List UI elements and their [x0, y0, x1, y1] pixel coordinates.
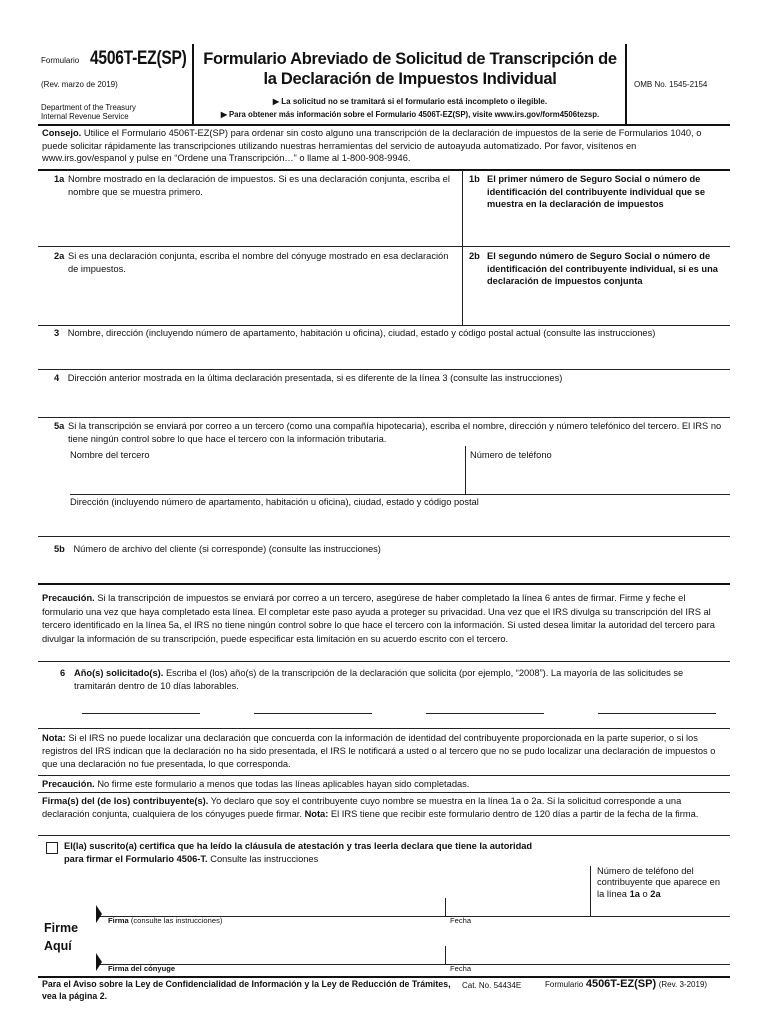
- line-number: 1a: [54, 174, 65, 184]
- taxpayer-signature-date-field[interactable]: [448, 894, 588, 926]
- form-title-line-1: Formulario Abreviado de Solicitud de Transcripción de: [203, 50, 617, 68]
- year-field-2[interactable]: [254, 713, 372, 714]
- consejo-text: Utilice el Formulario 4506T-EZ(SP) para ordenar sin costo alguno una transcripción de la declaración de impuestos de la serie de Formularios 1040, o puede solicitar rápidamente las transcripciones utilizando nuestras herramientas del servicio de autoayuda automatizado. Por favor, visítenos en www.irs.gov/espanol y pulse en “Ordene una Transcripción…” o llame al 1-800-908-9946.: [42, 128, 702, 164]
- third-party-name-label: Nombre del tercero: [70, 450, 150, 460]
- spouse-signature-field[interactable]: [106, 942, 442, 974]
- arrow-right-icon: ▶: [220, 110, 227, 119]
- line-1b-label: El primer número de Seguro Social o número de identificación del contribuyente individual que se muestra en la declaración de impuestos: [487, 174, 705, 210]
- authority-certification-label: El(la) suscrito(a) certifica que ha leído la cláusula de atestación y tras leerla declara que tiene la autoridad para firmar el Formulario 4506-T. Consulte las instrucciones: [64, 841, 533, 865]
- line-2a-spouse-name-field[interactable]: [40, 248, 460, 324]
- taxpayer-phone-field[interactable]: Número de teléfono del contribuyente que aparece en la línea 1a o 2a: [597, 866, 721, 899]
- signature-note: (consulte las instrucciones): [130, 916, 223, 925]
- line-3-current-address-field[interactable]: [40, 326, 728, 368]
- date-label: Fecha: [450, 916, 472, 925]
- taxpayer-signature-field[interactable]: [106, 894, 442, 926]
- year-field-1[interactable]: [82, 713, 200, 714]
- line-2b-label: El segundo número de Seguro Social o número de identificación del contribuyente individual, si es una declaración de impuestos conjunta: [487, 251, 718, 287]
- signature-arrow-icon: [96, 953, 102, 971]
- caution-paragraph-third-party: [42, 592, 724, 646]
- footer-form-id: Formulario 4506T-EZ(SP) (Rev. 3-2019): [545, 978, 708, 990]
- caution-label: Precaución.: [42, 779, 95, 789]
- line-number: 6: [60, 668, 66, 678]
- catalog-number: Cat. No. 54434E: [462, 981, 522, 990]
- third-party-name-field[interactable]: [70, 448, 462, 492]
- department-line-1: Department of the Treasury: [41, 103, 136, 112]
- line-1a-label: Nombre mostrado en la declaración de impuestos. Si es una declaración conjunta, escriba el nombre que se muestra primero.: [68, 174, 450, 197]
- line-5b-label: Número de archivo del cliente (si corresponde) (consulte las instrucciones): [73, 544, 381, 554]
- line-2a-label: Si es una declaración conjunta, escriba el nombre del cónyuge mostrado en esa declaración de impuestos.: [68, 251, 449, 274]
- third-party-address-label: Dirección (incluyendo número de apartamento, habitación u oficina), ciudad, estado y código postal: [70, 497, 479, 507]
- line-1b-ssn-field[interactable]: [465, 171, 727, 245]
- revision-date: (Rev. marzo de 2019): [41, 80, 118, 89]
- signatures-paragraph: [42, 795, 724, 821]
- line-1a-name-field[interactable]: [40, 171, 460, 245]
- line-5a-instructions: [54, 420, 724, 445]
- caution-paragraph-signing: [42, 778, 724, 791]
- instruction-note-1: ▶ La solicitud no se tramitará si el formulario está incompleto o ilegible.: [272, 97, 548, 106]
- line-number: 3: [54, 328, 60, 338]
- authority-certification-checkbox[interactable]: [46, 842, 58, 854]
- signature-label: Firma: [108, 916, 129, 925]
- caution-label: Precaución.: [42, 593, 95, 603]
- consejo-paragraph: [42, 127, 722, 165]
- caution-text: Si la transcripción de impuestos se enviará por correo a un tercero, asegúrese de haber completado la línea 6 antes de firmar. Firme y feche el formulario una vez que haya completado esta línea. El completar este paso ayuda a proteger su privacidad. Una vez que el IRS divulga su transcripción del IRS al tercero identificado en la línea 5a, el IRS no tiene ningún control sobre lo que hace el tercero con la información. Si usted desea limitar la autoridad del tercero para divulgar la información de su transcripción, puede especificar esta limitación en su acuerdo escrito con el tercero.: [42, 593, 715, 644]
- signatures-label: Firma(s) del (de los) contribuyente(s).: [42, 796, 209, 806]
- line-2b-spouse-ssn-field[interactable]: [465, 248, 727, 324]
- form-number: 4506T-EZ(SP): [90, 48, 187, 69]
- spouse-signature-label: Firma del cónyuge: [108, 964, 176, 973]
- consejo-label: Consejo.: [42, 128, 82, 138]
- note-label: Nota:: [42, 733, 66, 743]
- line-3-label: Nombre, dirección (incluyendo número de apartamento, habitación u oficina), ciudad, estado y código postal actual (consulte las instrucciones): [67, 328, 656, 338]
- caution-text: No firme este formulario a menos que todas las líneas aplicables hayan sido completadas.: [97, 779, 470, 789]
- spouse-signature-date-field[interactable]: [448, 942, 588, 974]
- line-6-years-requested: [60, 667, 724, 692]
- line-4-previous-address-field[interactable]: [40, 370, 728, 416]
- line-5a-label: Si la transcripción se enviará por correo a un tercero (como una compañía hipotecaria), escriba el nombre, dirección y número telefónico del tercero. El IRS no tiene ningún control sobre lo que hace el tercero con la información tributaria.: [68, 421, 722, 444]
- line-5b-customer-file-field[interactable]: [40, 537, 728, 582]
- form-title-line-2: la Declaración de Impuestos Individual: [263, 70, 557, 88]
- taxpayer-phone-label: Número de teléfono del contribuyente que aparece en la línea: [597, 866, 721, 899]
- year-field-4[interactable]: [598, 713, 716, 714]
- line-4-label: Dirección anterior mostrada en la última declaración presentada, si es diferente de la línea 3 (consulte las instrucciones): [67, 373, 563, 383]
- date-label: Fecha: [450, 964, 472, 973]
- line-number: 4: [54, 373, 60, 383]
- third-party-phone-label: Número de teléfono: [470, 450, 552, 460]
- third-party-phone-field[interactable]: [468, 448, 726, 492]
- note-text: Si el IRS no puede localizar una declaración que concuerda con la información de identidad del contribuyente proporcionada en la parte superior, o si los registros del IRS indican que la declaración no ha sido presentada, el IRS le notificará a usted o al tercero que no se pudo localizar una declaración de impuestos o que una declaración no fue presentada, lo que corresponda.: [42, 733, 716, 770]
- year-field-3[interactable]: [426, 713, 544, 714]
- form-label: Formulario: [41, 56, 80, 65]
- line-number: 1b: [469, 174, 480, 184]
- line-number: 5b: [54, 544, 65, 554]
- line-6-label: Año(s) solicitado(s).: [74, 668, 164, 678]
- line-number: 5a: [54, 421, 65, 431]
- note-paragraph: [42, 732, 724, 772]
- line-number: 2a: [54, 251, 65, 261]
- signature-arrow-icon: [96, 905, 102, 923]
- signatures-note-text: El IRS tiene que recibir este formulario dentro de 120 días a partir de la fecha de la firma.: [330, 809, 699, 820]
- signatures-note-label: Nota:: [304, 809, 329, 820]
- line-number: 2b: [469, 251, 480, 261]
- arrow-right-icon: ▶: [272, 97, 280, 106]
- omb-number: OMB No. 1545-2154: [634, 80, 708, 89]
- third-party-address-field[interactable]: [70, 495, 726, 535]
- sign-here-label: Firme Aquí: [44, 921, 79, 953]
- instruction-note-2: ▶ Para obtener más información sobre el Formulario 4506T-EZ(SP), visite www.irs.gov/form4506tezsp.: [220, 110, 600, 119]
- privacy-notice: Para el Aviso sobre la Ley de Confidencialidad de Información y la Ley de Reducción de Trámites, vea la página 2.: [42, 979, 451, 1001]
- signatures-text: Yo declaro que soy el contribuyente cuyo nombre se muestra en la línea 1a o 2a. Si la solicitud corresponde a una declaración conjunta, cualquiera de los cónyuges puede firmar.: [42, 796, 682, 820]
- line-6-text: Escriba el (los) año(s) de la transcripción de la declaración que solicita (por ejemplo, “2008”). La mayoría de las solicitudes se tramitarán dentro de 10 días laborables.: [74, 668, 684, 691]
- department-line-2: Internal Revenue Service: [41, 112, 129, 121]
